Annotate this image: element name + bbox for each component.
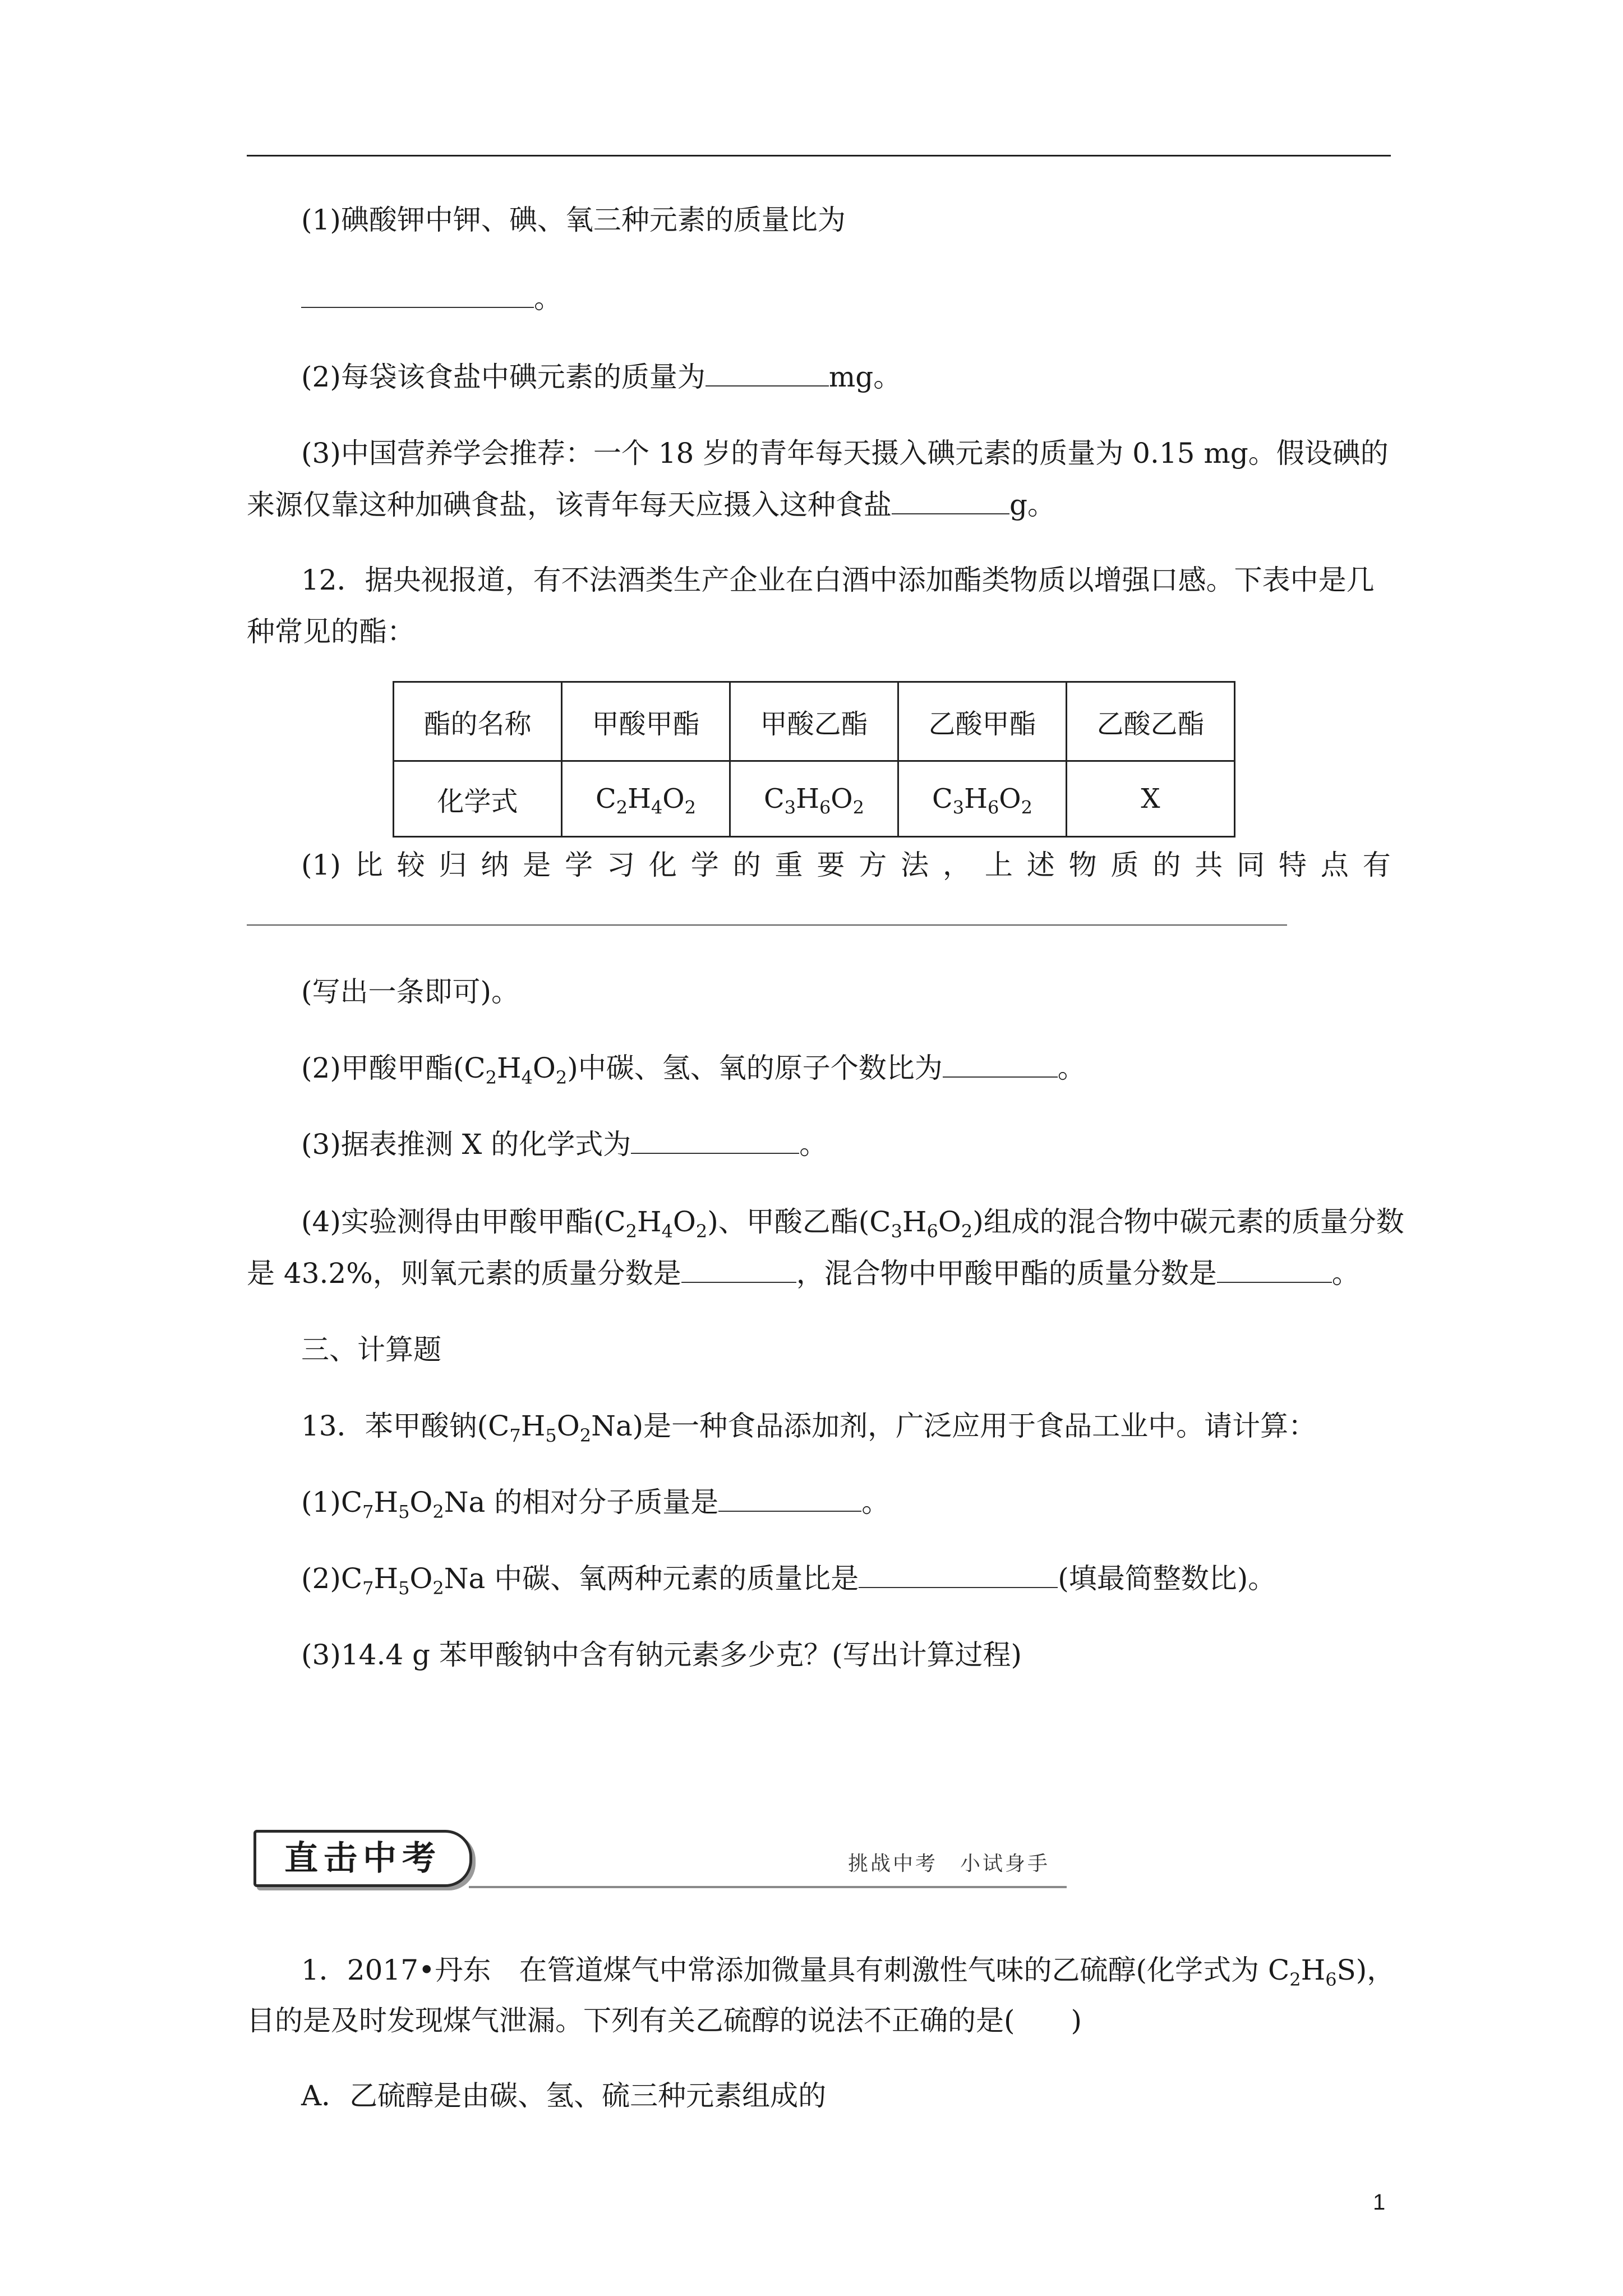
table-cell: 酯的名称 xyxy=(394,682,562,761)
ester-table xyxy=(393,681,1235,838)
final-q-line1: 1．2017•丹东 在管道煤气中常添加微量具有刺激性气味的乙硫醇(化学式为 $C_2H_6S$)， xyxy=(301,1954,1395,1990)
final-q-line2: 目的是及时发现煤气泄漏。下列有关乙硫醇的说法不正确的是( ) xyxy=(247,2004,1082,2037)
page-number: 1 xyxy=(1373,2190,1386,2215)
q11-part3-line2: 来源仅靠这种加碘食盐，该青年每天应摄入这种食盐 g。 xyxy=(247,489,1056,521)
answer-blank[interactable] xyxy=(681,1257,796,1283)
q12-intro-line1: 12．据央视报道，有不法酒类生产企业在白酒中添加酯类物质以增强口感。下表中是几 xyxy=(301,564,1375,596)
answer-blank[interactable] xyxy=(1217,1257,1332,1283)
table-cell: 乙酸乙酯 xyxy=(1067,682,1235,761)
answer-blank[interactable] xyxy=(718,1486,861,1512)
answer-blank[interactable] xyxy=(301,282,534,308)
table-cell: X xyxy=(1067,761,1235,837)
banner-subtitle: 挑战中考 小试身手 xyxy=(848,1852,1050,1875)
table-row xyxy=(394,761,1235,837)
q12-part1: (1) 比 较 归 纳 是 学 习 化 学 的 重 要 方 法 ， 上 述 物 质 的 共 同 特 点 有 xyxy=(301,849,1391,881)
q12-intro-line2: 种常见的酯： xyxy=(247,615,415,648)
q11-part3-line1: (3)中国营养学会推荐：一个 18 岁的青年每天摄入碘元素的质量为 0.15 mg。假设碘的 xyxy=(301,437,1389,470)
q12-part4-line1: (4)实验测得由甲酸甲酯$(C_2H_4O_2)$、甲酸乙酯$(C_3H_6O_2)$组成的混合物中碳元素的质量分数 xyxy=(301,1205,1404,1242)
q12-part4-line2: 是 43.2%，则氧元素的质量分数是 ，混合物中甲酸甲酯的质量分数是 。 xyxy=(247,1257,1360,1290)
answer-blank[interactable] xyxy=(892,489,1009,514)
banner-rule xyxy=(469,1886,1067,1888)
q11-part1: (1)碘酸钾中钾、碘、氧三种元素的质量比为 xyxy=(301,204,846,236)
q11-part2: (2)每袋该食盐中碘元素的质量为 mg。 xyxy=(301,361,902,393)
table-cell: 甲酸乙酯 xyxy=(730,682,898,761)
table-cell: 化学式 xyxy=(394,761,562,837)
q13-part2: $(2)C_7H_5O_2Na$ 中碳、氧两种元素的质量比是 (填最简整数比)。 xyxy=(301,1562,1276,1599)
q13-intro: 13．苯甲酸钠$(C_7H_5O_2Na)$是一种食品添加剂，广泛应用于食品工业中。请计算： xyxy=(301,1410,1317,1446)
formula-cell: $C_3H_6O_2$ xyxy=(898,761,1067,837)
table-header-row xyxy=(394,682,1235,761)
q12-part1-note: (写出一条即可)。 xyxy=(301,976,520,1008)
q12-part2: (2)甲酸甲酯$(C_2H_4O_2)$中碳、氢、氧的原子个数比为 。 xyxy=(301,1052,1086,1088)
q13-part3: (3)14.4 g 苯甲酸钠中含有钠元素多少克？(写出计算过程) xyxy=(301,1639,1022,1671)
q11-part1-answer: 。 xyxy=(301,282,1451,315)
table-cell: 甲酸甲酯 xyxy=(562,682,730,761)
answer-blank[interactable] xyxy=(859,1562,1058,1588)
banner-title: 直击中考 xyxy=(253,1830,472,1887)
section-banner xyxy=(253,1830,1067,1892)
formula-cell: $C_2H_4O_2$ xyxy=(562,761,730,837)
header-rule xyxy=(247,155,1391,157)
answer-blank[interactable] xyxy=(631,1128,799,1154)
table-cell: 乙酸甲酯 xyxy=(898,682,1067,761)
formula-cell: $C_3H_6O_2$ xyxy=(730,761,898,837)
q13-part1: $(1)C_7H_5O_2Na$ 的相对分子质量是 。 xyxy=(301,1486,890,1522)
answer-blank[interactable] xyxy=(247,924,1287,926)
q12-part3: (3)据表推测 X 的化学式为 。 xyxy=(301,1128,828,1161)
answer-blank[interactable] xyxy=(943,1052,1058,1078)
answer-blank[interactable] xyxy=(706,361,829,386)
section-heading: 三、计算题 xyxy=(301,1333,441,1366)
option-a: A．乙硫醇是由碳、氢、硫三种元素组成的 xyxy=(301,2079,827,2112)
